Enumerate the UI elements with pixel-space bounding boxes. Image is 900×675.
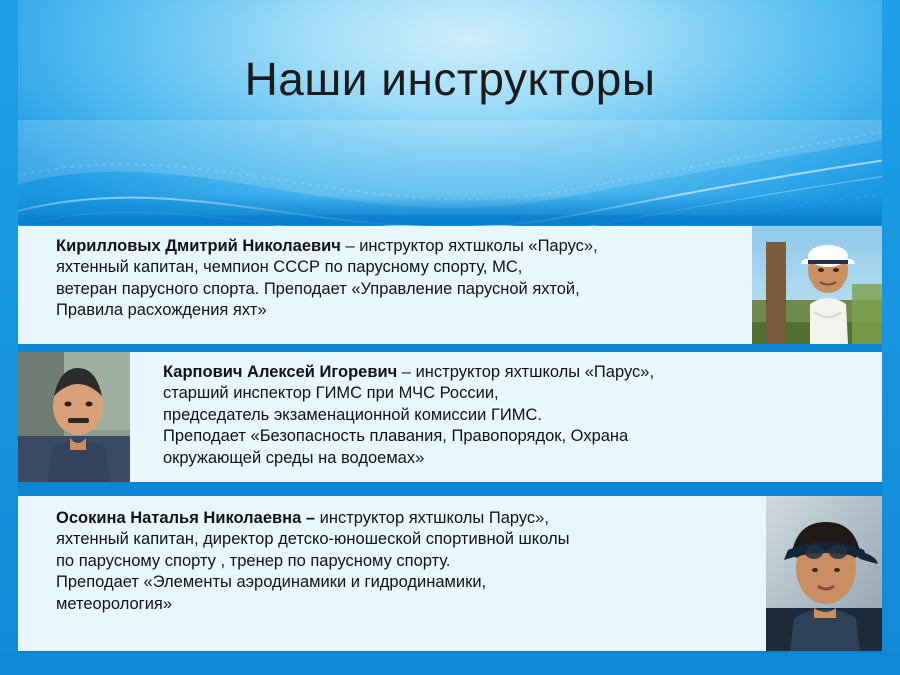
- instructor-line-3-2: по парусному спорту , тренер по парусному спорту.: [56, 551, 451, 570]
- instructor-role-2: инструктор яхтшколы «Парус»,: [415, 363, 655, 381]
- instructor-line-3-4: метеорология»: [56, 594, 173, 613]
- instructor-line-3-3: Преподает «Элементы аэродинамики и гидродинамики,: [56, 573, 487, 592]
- instructor-text-1: [56, 236, 746, 322]
- instructor-text-3: [56, 508, 756, 615]
- instructor-text-2: [163, 362, 803, 469]
- instructor-line-1-1: яхтенный капитан, чемпион СССР по парусному спорту, МС,: [56, 258, 523, 277]
- instructor-dash-1: –: [340, 237, 360, 255]
- instructor-role-1: инструктор яхтшколы «Парус»,: [359, 237, 598, 255]
- instructor-line-1-3: Правила расхождения яхт»: [56, 301, 267, 320]
- portrait-instructor-karpovich: [18, 352, 130, 482]
- portrait-instructor-osokina: [766, 496, 882, 651]
- page-title: Наши инструкторы: [244, 53, 656, 105]
- instructor-dash-2: –: [397, 363, 416, 381]
- background-band: [0, 195, 900, 225]
- instructor-line-2-4: окружающей среды на водоемах»: [163, 448, 425, 467]
- frame-bottom-edge: [0, 653, 900, 675]
- instructor-line-3-1: яхтенный капитан, директор детско-юношеской спортивной школы: [56, 530, 570, 549]
- instructor-role-3: инструктор яхтшколы Парус»,: [319, 509, 549, 527]
- instructor-line-1-2: ветеран парусного спорта. Преподает «Управление парусной яхтой,: [56, 279, 580, 298]
- portrait-instructor-kirillovyh: [752, 226, 882, 344]
- instructor-line-2-3: Преподает «Безопасность плавания, Правопорядок, Охрана: [163, 427, 629, 446]
- instructor-name-1: Кирилловых Дмитрий Николаевич: [56, 237, 341, 255]
- instructor-line-2-2: председатель экзаменационной комиссии ГИМС.: [163, 405, 542, 424]
- instructor-name-3: Осокина Наталья Николаевна –: [56, 509, 316, 527]
- instructor-name-2: Карпович Алексей Игоревич: [163, 363, 398, 381]
- instructor-line-2-1: старший инспектор ГИМС при МЧС России,: [163, 384, 499, 403]
